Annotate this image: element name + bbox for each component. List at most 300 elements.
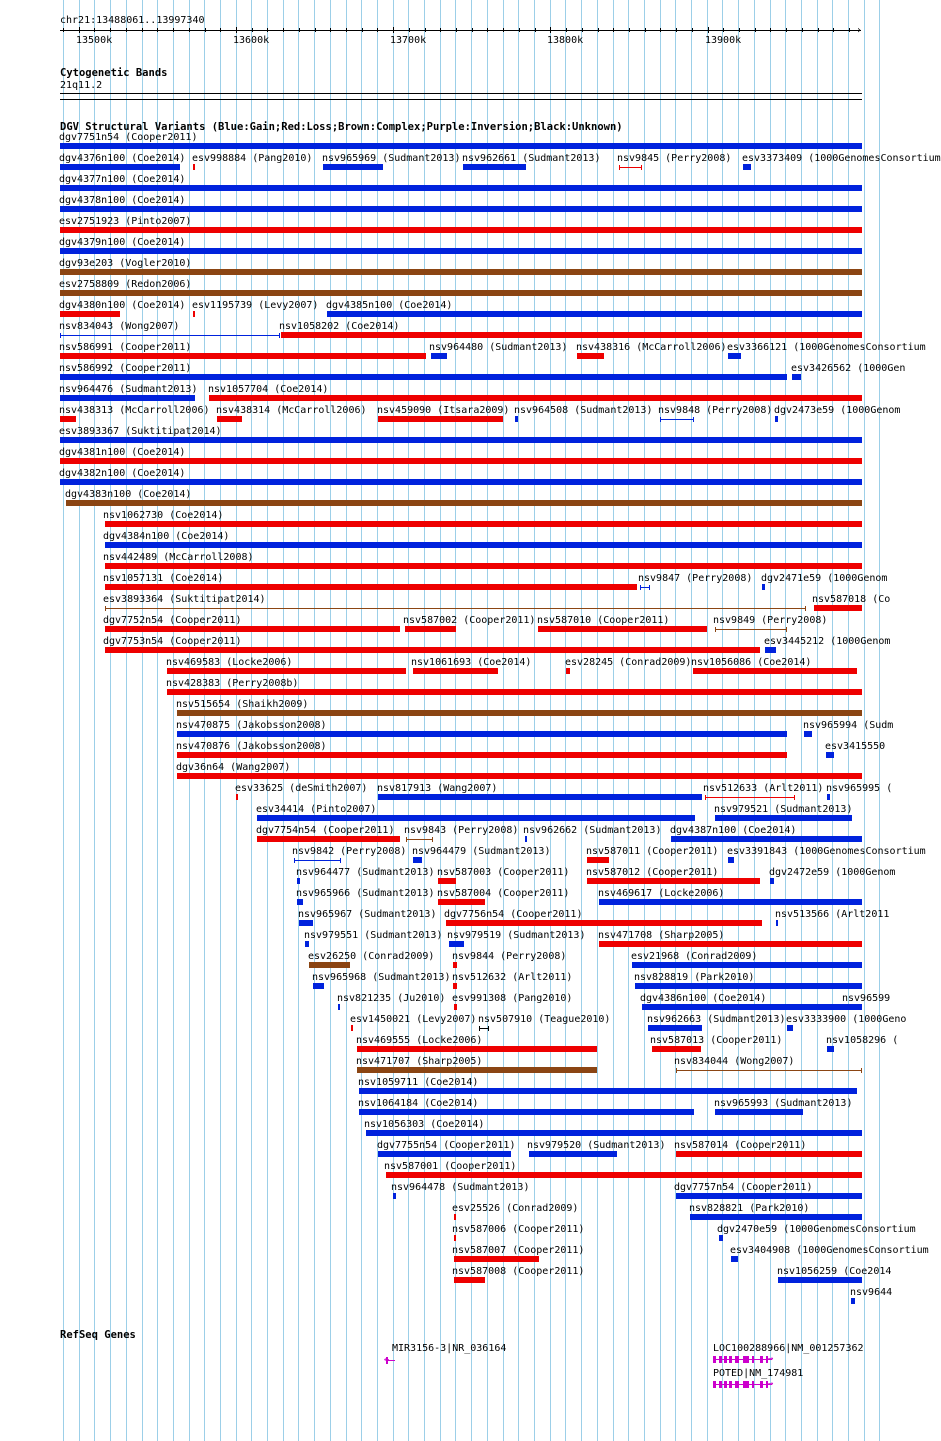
grid-line — [408, 0, 409, 1441]
feature-label[interactable]: nsv587011 (Cooper2011) — [586, 846, 719, 857]
feature-bar[interactable] — [281, 332, 862, 338]
feature-label[interactable]: nsv587008 (Cooper2011) — [452, 1266, 585, 1277]
feature-bar[interactable] — [357, 1067, 597, 1073]
feature-label[interactable]: nsv962661 (Sudmant2013) — [462, 153, 601, 164]
feature-bar[interactable] — [642, 1004, 862, 1010]
feature-bar[interactable] — [327, 311, 862, 317]
ruler-tick — [550, 27, 551, 33]
feature-bar[interactable] — [454, 1214, 456, 1220]
feature-label[interactable]: esv1450021 (Levy2007) — [350, 1014, 477, 1025]
feature-label[interactable]: nsv9848 (Perry2008) — [658, 405, 773, 416]
grid-line — [644, 0, 645, 1441]
feature-bar[interactable] — [446, 920, 762, 926]
ruler-tick — [440, 28, 441, 32]
feature-bar[interactable] — [177, 752, 787, 758]
feature-label[interactable]: nsv428383 (Perry2008b) — [166, 678, 299, 689]
feature-bar[interactable] — [765, 647, 776, 653]
feature-label[interactable]: nsv513566 (Arlt2011 — [775, 909, 890, 920]
ruler-label: 13500k — [76, 35, 113, 46]
feature-bar[interactable] — [193, 164, 195, 170]
feature-bar[interactable] — [529, 1151, 617, 1157]
feature-line[interactable] — [660, 419, 694, 420]
feature-label[interactable]: dgv7752n54 (Cooper2011) — [103, 615, 242, 626]
feature-bar[interactable] — [599, 941, 862, 947]
feature-bar[interactable] — [378, 794, 702, 800]
feature-label[interactable]: nsv817913 (Wang2007) — [377, 783, 498, 794]
strand-arrow-icon: → — [768, 1354, 774, 1364]
feature-label[interactable]: nsv964479 (Sudmant2013) — [412, 846, 551, 857]
feature-label[interactable]: dgv4377n100 (Coe2014) — [59, 174, 186, 185]
refseq-track-title: RefSeq Genes — [60, 1329, 136, 1341]
feature-bar[interactable] — [453, 962, 457, 968]
grid-line — [377, 0, 378, 1441]
feature-bar[interactable] — [177, 731, 787, 737]
feature-label[interactable]: dgv7753n54 (Cooper2011) — [103, 636, 242, 647]
gene-exon — [752, 1381, 754, 1388]
feature-bar[interactable] — [449, 941, 464, 947]
feature-bar[interactable] — [338, 1004, 340, 1010]
feature-label[interactable]: esv3366121 (1000GenomesConsortium — [727, 342, 926, 353]
feature-bar[interactable] — [690, 1214, 862, 1220]
feature-line[interactable] — [715, 629, 787, 630]
ruler-tick — [205, 28, 206, 32]
feature-label[interactable]: nsv964508 (Sudmant2013) — [514, 405, 653, 416]
feature-bar[interactable] — [775, 416, 778, 422]
feature-bar[interactable] — [787, 1025, 793, 1031]
feature-label[interactable]: nsv469617 (Locke2006) — [598, 888, 725, 899]
feature-label[interactable]: nsv962663 (Sudmant2013) — [647, 1014, 786, 1025]
feature-label[interactable]: nsv586992 (Cooper2011) — [59, 363, 192, 374]
feature-bar[interactable] — [778, 1277, 862, 1283]
feature-bar[interactable] — [814, 605, 862, 611]
feature-label[interactable]: nsv962662 (Sudmant2013) — [523, 825, 662, 836]
feature-label[interactable]: nsv512633 (Arlt2011) — [703, 783, 824, 794]
feature-bar[interactable] — [105, 521, 862, 527]
dgv-track-title: DGV Structural Variants (Blue:Gain;Red:Loss;Brown:Complex;Purple:Inversion;Black:Unknown) — [60, 121, 623, 133]
feature-label[interactable]: nsv470876 (Jakobsson2008) — [176, 741, 327, 752]
feature-label[interactable]: dgv4385n100 (Coe2014) — [326, 300, 453, 311]
feature-bar[interactable] — [635, 983, 862, 989]
feature-bar[interactable] — [413, 668, 498, 674]
feature-label[interactable]: nsv9847 (Perry2008) — [638, 573, 753, 584]
feature-cap — [105, 606, 106, 611]
ruler-tick — [503, 28, 504, 32]
feature-bar[interactable] — [105, 647, 760, 653]
feature-label[interactable]: dgv4382n100 (Coe2014) — [59, 468, 186, 479]
feature-label[interactable]: nsv587004 (Cooper2011) — [437, 888, 570, 899]
feature-label[interactable]: nsv1061693 (Coe2014) — [411, 657, 532, 668]
feature-bar[interactable] — [454, 1235, 456, 1241]
feature-label[interactable]: nsv587013 (Cooper2011) — [650, 1035, 783, 1046]
feature-label[interactable]: esv998884 (Pang2010) — [192, 153, 313, 164]
feature-label[interactable]: nsv1058296 ( — [826, 1035, 899, 1046]
feature-label[interactable]: nsv834043 (Wong2007) — [59, 321, 180, 332]
feature-bar[interactable] — [844, 1004, 862, 1010]
feature-label[interactable]: nsv828819 (Park2010) — [634, 972, 755, 983]
feature-label[interactable]: nsv979521 (Sudmant2013) — [714, 804, 853, 815]
feature-label[interactable]: nsv587018 (Co — [812, 594, 891, 605]
feature-label[interactable]: nsv979519 (Sudmant2013) — [447, 930, 586, 941]
feature-label[interactable]: nsv965969 (Sudmant2013) — [322, 153, 461, 164]
feature-label[interactable]: nsv438313 (McCarroll2006) — [59, 405, 210, 416]
feature-bar[interactable] — [792, 374, 801, 380]
feature-bar[interactable] — [60, 458, 862, 464]
feature-label[interactable]: esv1195739 (Levy2007) — [192, 300, 319, 311]
ruler-tick — [723, 28, 724, 32]
feature-label[interactable]: nsv438316 (McCarroll2006) — [576, 342, 727, 353]
feature-bar[interactable] — [453, 983, 457, 989]
feature-label[interactable]: dgv7754n54 (Cooper2011) — [256, 825, 395, 836]
ruler-tick — [598, 28, 599, 32]
feature-bar[interactable] — [599, 899, 862, 905]
feature-bar[interactable] — [393, 1193, 396, 1199]
feature-label[interactable]: esv3445212 (1000Genom — [764, 636, 891, 647]
cytoband-track-title: Cytogenetic Bands — [60, 67, 168, 79]
feature-bar[interactable] — [577, 353, 604, 359]
feature-bar[interactable] — [313, 983, 324, 989]
feature-label[interactable]: nsv587003 (Cooper2011) — [437, 867, 570, 878]
feature-bar[interactable] — [454, 1256, 539, 1262]
feature-bar[interactable] — [762, 584, 765, 590]
gene-label[interactable]: LOC100288966|NM_001257362 — [713, 1343, 864, 1354]
gene-exon — [735, 1356, 739, 1363]
feature-label[interactable]: dgv4384n100 (Coe2014) — [103, 531, 230, 542]
feature-label[interactable]: nsv438314 (McCarroll2006) — [216, 405, 367, 416]
gene-exon — [713, 1356, 716, 1363]
feature-label[interactable]: dgv2471e59 (1000Genom — [761, 573, 888, 584]
feature-bar[interactable] — [719, 1235, 723, 1241]
ruler-tick — [692, 28, 693, 32]
feature-bar[interactable] — [60, 248, 862, 254]
feature-bar[interactable] — [525, 836, 527, 842]
feature-bar[interactable] — [454, 1277, 485, 1283]
feature-bar[interactable] — [671, 836, 862, 842]
feature-label[interactable]: nsv587001 (Cooper2011) — [384, 1161, 517, 1172]
feature-label[interactable]: esv3893367 (Suktitipat2014) — [59, 426, 222, 437]
ruler-tick — [519, 28, 520, 32]
feature-bar[interactable] — [257, 836, 400, 842]
feature-bar[interactable] — [217, 416, 242, 422]
ruler-tick — [566, 28, 567, 32]
feature-label[interactable]: dgv4386n100 (Coe2014) — [640, 993, 767, 1004]
feature-bar[interactable] — [105, 563, 862, 569]
grid-line — [628, 0, 629, 1441]
feature-label[interactable]: nsv9849 (Perry2008) — [713, 615, 828, 626]
feature-label[interactable]: esv3415550 — [825, 741, 886, 752]
feature-label[interactable]: nsv9844 (Perry2008) — [452, 951, 567, 962]
feature-label[interactable]: nsv1056086 (Coe2014) — [691, 657, 812, 668]
feature-bar[interactable] — [60, 290, 862, 296]
feature-bar[interactable] — [193, 311, 195, 317]
ruler-tick — [645, 28, 646, 32]
feature-cap — [60, 333, 61, 338]
feature-bar[interactable] — [60, 479, 862, 485]
feature-bar[interactable] — [386, 1172, 862, 1178]
feature-label[interactable]: esv33625 (deSmith2007) — [235, 783, 368, 794]
feature-label[interactable]: nsv1056259 (Coe2014 — [777, 1266, 892, 1277]
feature-label[interactable]: nsv821235 (Ju2010) — [337, 993, 446, 1004]
feature-label[interactable]: nsv471707 (Sharp2005) — [356, 1056, 483, 1067]
feature-bar[interactable] — [676, 1193, 862, 1199]
feature-label[interactable]: esv3426562 (1000Gen — [791, 363, 906, 374]
feature-label[interactable]: nsv964476 (Sudmant2013) — [59, 384, 198, 395]
feature-bar[interactable] — [105, 584, 637, 590]
ruler-tick — [236, 27, 237, 33]
ruler-tick — [770, 28, 771, 32]
feature-line[interactable] — [705, 797, 795, 798]
ruler-tick — [63, 28, 64, 32]
feature-label[interactable]: nsv470875 (Jakobsson2008) — [176, 720, 327, 731]
feature-line[interactable] — [294, 860, 341, 861]
feature-label[interactable]: dgv4381n100 (Coe2014) — [59, 447, 186, 458]
feature-label[interactable]: esv2758809 (Redon2006) — [59, 279, 192, 290]
feature-label[interactable]: nsv587006 (Cooper2011) — [452, 1224, 585, 1235]
feature-bar[interactable] — [378, 416, 503, 422]
ruler-tick — [582, 28, 583, 32]
ruler-tick — [487, 28, 488, 32]
feature-bar[interactable] — [105, 626, 400, 632]
feature-label[interactable]: nsv1057131 (Coe2014) — [103, 573, 224, 584]
feature-cap — [705, 795, 706, 800]
feature-label[interactable]: nsv964480 (Sudmant2013) — [429, 342, 568, 353]
feature-bar[interactable] — [357, 1046, 597, 1052]
feature-bar[interactable] — [431, 353, 447, 359]
feature-label[interactable]: dgv93e203 (Vogler2010) — [59, 258, 192, 269]
feature-bar[interactable] — [776, 920, 778, 926]
feature-bar[interactable] — [167, 689, 862, 695]
feature-bar[interactable] — [715, 815, 852, 821]
feature-label[interactable]: nsv587012 (Cooper2011) — [586, 867, 719, 878]
grid-line — [691, 0, 692, 1441]
gene-label[interactable]: POTED|NM_174981 — [713, 1368, 804, 1379]
feature-label[interactable]: esv25526 (Conrad2009) — [452, 1203, 579, 1214]
feature-label[interactable]: esv3391843 (1000GenomesConsortium — [727, 846, 926, 857]
feature-label[interactable]: esv34414 (Pinto2007) — [256, 804, 377, 815]
feature-label[interactable]: dgv2470e59 (1000GenomesConsortium — [717, 1224, 916, 1235]
feature-bar[interactable] — [60, 374, 787, 380]
feature-label[interactable]: nsv965967 (Sudmant2013) — [298, 909, 437, 920]
ruler-tick — [79, 27, 80, 33]
feature-bar[interactable] — [463, 164, 526, 170]
feature-bar[interactable] — [309, 962, 350, 968]
feature-line[interactable] — [406, 839, 433, 840]
feature-bar[interactable] — [648, 1025, 702, 1031]
feature-bar[interactable] — [715, 1109, 803, 1115]
feature-bar[interactable] — [105, 542, 862, 548]
feature-bar[interactable] — [167, 668, 406, 674]
feature-label[interactable]: nsv586991 (Cooper2011) — [59, 342, 192, 353]
feature-label[interactable]: esv3404908 (1000GenomesConsortium — [730, 1245, 929, 1256]
feature-bar[interactable] — [438, 899, 485, 905]
gene-exon — [760, 1381, 763, 1388]
feature-bar[interactable] — [827, 1046, 834, 1052]
feature-bar[interactable] — [297, 899, 303, 905]
feature-bar[interactable] — [209, 395, 862, 401]
ruler-tick — [330, 28, 331, 32]
feature-label[interactable]: dgv4378n100 (Coe2014) — [59, 195, 186, 206]
feature-label[interactable]: dgv4387n100 (Coe2014) — [670, 825, 797, 836]
ruler-tick — [173, 28, 174, 32]
feature-bar[interactable] — [177, 773, 862, 779]
feature-label[interactable]: dgv7755n54 (Cooper2011) — [377, 1140, 516, 1151]
feature-label[interactable]: esv2751923 (Pinto2007) — [59, 216, 192, 227]
feature-bar[interactable] — [359, 1088, 857, 1094]
feature-label[interactable]: nsv515654 (Shaikh2009) — [176, 699, 309, 710]
feature-bar[interactable] — [827, 794, 830, 800]
feature-label[interactable]: nsv965968 (Sudmant2013) — [312, 972, 451, 983]
feature-label[interactable]: nsv9843 (Perry2008) — [404, 825, 519, 836]
feature-bar[interactable] — [728, 857, 734, 863]
feature-bar[interactable] — [566, 668, 570, 674]
feature-bar[interactable] — [676, 1151, 862, 1157]
feature-label[interactable]: dgv7751n54 (Cooper2011) — [59, 132, 198, 143]
feature-bar[interactable] — [60, 353, 426, 359]
feature-label[interactable]: nsv1057704 (Coe2014) — [208, 384, 329, 395]
feature-bar[interactable] — [515, 416, 518, 422]
feature-label[interactable]: nsv507910 (Teague2010) — [478, 1014, 611, 1025]
feature-label[interactable]: nsv587007 (Cooper2011) — [452, 1245, 585, 1256]
feature-label[interactable]: nsv471708 (Sharp2005) — [598, 930, 725, 941]
feature-label[interactable]: nsv965995 ( — [826, 783, 893, 794]
feature-bar[interactable] — [60, 416, 76, 422]
feature-bar[interactable] — [60, 143, 862, 149]
feature-bar[interactable] — [60, 311, 120, 317]
feature-bar[interactable] — [60, 269, 862, 275]
feature-bar[interactable] — [438, 878, 456, 884]
feature-bar[interactable] — [60, 227, 862, 233]
feature-bar[interactable] — [177, 710, 862, 716]
feature-cap — [794, 795, 795, 800]
feature-label[interactable]: dgv4383n100 (Coe2014) — [65, 489, 192, 500]
feature-label[interactable]: dgv2472e59 (1000Genom — [769, 867, 896, 878]
feature-cap — [861, 1068, 862, 1073]
ruler-label: 13800k — [547, 35, 584, 46]
ruler-tick — [126, 28, 127, 32]
feature-bar[interactable] — [257, 815, 695, 821]
ruler-tick — [818, 28, 819, 32]
ruler-tick — [252, 28, 253, 32]
feature-label[interactable]: nsv979551 (Sudmant2013) — [304, 930, 443, 941]
feature-bar[interactable] — [297, 878, 300, 884]
feature-bar[interactable] — [60, 185, 862, 191]
feature-bar[interactable] — [770, 878, 774, 884]
feature-bar[interactable] — [743, 164, 751, 170]
feature-label[interactable]: nsv828821 (Park2010) — [689, 1203, 810, 1214]
feature-bar[interactable] — [731, 1256, 738, 1262]
feature-line[interactable] — [619, 167, 642, 168]
ruler-tick — [142, 28, 143, 32]
feature-bar[interactable] — [60, 437, 862, 443]
feature-bar[interactable] — [652, 1046, 701, 1052]
feature-cap — [340, 858, 341, 863]
feature-label[interactable]: nsv1056303 (Coe2014) — [364, 1119, 485, 1130]
feature-bar[interactable] — [413, 857, 422, 863]
feature-label[interactable]: dgv36n64 (Wang2007) — [176, 762, 291, 773]
feature-label[interactable]: nsv1059711 (Coe2014) — [358, 1077, 479, 1088]
feature-bar[interactable] — [60, 206, 862, 212]
feature-label[interactable]: nsv459090 (Itsara2009) — [377, 405, 510, 416]
feature-bar[interactable] — [60, 164, 180, 170]
feature-bar[interactable] — [299, 920, 313, 926]
feature-label[interactable]: nsv469555 (Locke2006) — [356, 1035, 483, 1046]
feature-bar[interactable] — [405, 626, 456, 632]
feature-label[interactable]: dgv7757n54 (Cooper2011) — [674, 1182, 813, 1193]
feature-label[interactable]: nsv965966 (Sudmant2013) — [296, 888, 435, 899]
feature-bar[interactable] — [454, 1004, 457, 1010]
feature-bar[interactable] — [351, 1025, 353, 1031]
feature-label[interactable]: esv21968 (Conrad2009) — [631, 951, 758, 962]
feature-label[interactable]: nsv96599 — [842, 993, 891, 1004]
feature-label[interactable]: dgv4380n100 (Coe2014) — [59, 300, 186, 311]
feature-bar[interactable] — [632, 962, 862, 968]
feature-label[interactable]: nsv965994 (Sudm — [803, 720, 894, 731]
ruler-label: 13700k — [390, 35, 427, 46]
feature-label[interactable]: nsv442489 (McCarroll2008) — [103, 552, 254, 563]
feature-bar[interactable] — [236, 794, 238, 800]
feature-bar[interactable] — [693, 668, 857, 674]
feature-line[interactable] — [676, 1070, 862, 1071]
feature-label[interactable]: nsv469583 (Locke2006) — [166, 657, 293, 668]
feature-label[interactable]: dgv4376n100 (Coe2014) — [59, 153, 186, 164]
feature-label[interactable]: esv991308 (Pang2010) — [452, 993, 573, 1004]
feature-label[interactable]: nsv587010 (Cooper2011) — [537, 615, 670, 626]
feature-bar[interactable] — [587, 857, 609, 863]
feature-bar[interactable] — [323, 164, 383, 170]
feature-bar[interactable] — [538, 626, 707, 632]
feature-line[interactable] — [105, 608, 806, 609]
feature-bar[interactable] — [305, 941, 309, 947]
feature-label[interactable]: nsv9842 (Perry2008) — [292, 846, 407, 857]
feature-bar[interactable] — [366, 1130, 862, 1136]
feature-label[interactable]: esv28245 (Conrad2009) — [565, 657, 692, 668]
feature-bar[interactable] — [378, 1151, 511, 1157]
feature-label[interactable]: nsv964477 (Sudmant2013) — [296, 867, 435, 878]
ruler-tick — [676, 28, 677, 32]
feature-bar[interactable] — [728, 353, 741, 359]
feature-label[interactable]: dgv7756n54 (Cooper2011) — [444, 909, 583, 920]
feature-label[interactable]: nsv834044 (Wong2007) — [674, 1056, 795, 1067]
feature-label[interactable]: esv3373409 (1000GenomesConsortium — [742, 153, 941, 164]
feature-bar[interactable] — [587, 878, 760, 884]
gene-label[interactable]: MIR3156-3|NR_036164 — [392, 1343, 507, 1354]
feature-bar[interactable] — [826, 752, 834, 758]
feature-bar[interactable] — [66, 500, 862, 506]
feature-label[interactable]: nsv979520 (Sudmant2013) — [527, 1140, 666, 1151]
feature-label[interactable]: esv3333900 (1000Geno — [786, 1014, 907, 1025]
feature-label[interactable]: nsv1064184 (Coe2014) — [358, 1098, 479, 1109]
feature-label[interactable]: nsv9644 — [850, 1287, 893, 1298]
feature-bar[interactable] — [60, 395, 195, 401]
feature-label[interactable]: esv26250 (Conrad2009) — [308, 951, 435, 962]
feature-bar[interactable] — [851, 1298, 855, 1304]
feature-label[interactable]: nsv1058202 (Coe2014) — [279, 321, 400, 332]
feature-label[interactable]: nsv587014 (Cooper2011) — [674, 1140, 807, 1151]
feature-bar[interactable] — [359, 1109, 694, 1115]
feature-cap — [649, 585, 650, 590]
feature-label[interactable]: nsv1062730 (Coe2014) — [103, 510, 224, 521]
feature-label[interactable]: nsv965993 (Sudmant2013) — [714, 1098, 853, 1109]
feature-label[interactable]: nsv9845 (Perry2008) — [617, 153, 732, 164]
feature-label[interactable]: dgv4379n100 (Coe2014) — [59, 237, 186, 248]
feature-cap — [619, 165, 620, 170]
feature-label[interactable]: dgv2473e59 (1000Genom — [774, 405, 901, 416]
feature-bar[interactable] — [804, 731, 812, 737]
feature-label[interactable]: nsv587002 (Cooper2011) — [403, 615, 536, 626]
feature-line[interactable] — [60, 335, 280, 336]
feature-label[interactable]: esv3893364 (Suktitipat2014) — [103, 594, 266, 605]
feature-label[interactable]: nsv512632 (Arlt2011) — [452, 972, 573, 983]
feature-label[interactable]: nsv964478 (Sudmant2013) — [391, 1182, 530, 1193]
